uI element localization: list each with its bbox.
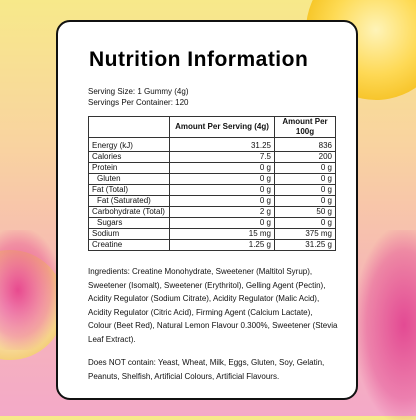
row-per-serving: 0 g (170, 196, 275, 207)
row-label: Carbohydrate (Total) (89, 207, 170, 218)
table-header-row (89, 117, 336, 138)
row-per-serving: 15 mg (170, 229, 275, 240)
row-per-100g: 0 g (275, 174, 336, 185)
row-per-100g: 0 g (275, 185, 336, 196)
row-per-100g: 31.25 g (275, 240, 336, 251)
row-label: Fat (Total) (89, 185, 170, 196)
table-row (89, 174, 336, 185)
row-label: Calories (89, 152, 170, 163)
row-per-100g: 0 g (275, 196, 336, 207)
table-header-label (89, 117, 170, 138)
row-label: Sodium (89, 229, 170, 240)
row-label: Gluten (89, 174, 170, 185)
nutrition-table (88, 116, 336, 251)
row-label: Sugars (89, 218, 170, 229)
row-per-100g: 0 g (275, 163, 336, 174)
table-row (89, 138, 336, 152)
does-not-contain-text: Does NOT contain: Yeast, Wheat, Milk, Eggs, Gluten, Soy, Gelatin, Peanuts, Shelfish, Artificial Colours, Artificial Flavours. (88, 358, 325, 381)
servings-per-container: Servings Per Container: 120 (88, 98, 189, 107)
table-row (89, 196, 336, 207)
row-per-serving: 7.5 (170, 152, 275, 163)
table-row (89, 218, 336, 229)
row-label: Protein (89, 163, 170, 174)
row-per-serving: 31.25 (170, 138, 275, 152)
table-row (89, 185, 336, 196)
panel-title: Nutrition Information (89, 48, 309, 71)
juice-splash-right (356, 230, 416, 420)
row-per-serving: 0 g (170, 218, 275, 229)
row-per-100g: 836 (275, 138, 336, 152)
row-per-serving: 1.25 g (170, 240, 275, 251)
row-per-serving: 0 g (170, 163, 275, 174)
table-row (89, 163, 336, 174)
table-row (89, 229, 336, 240)
ingredients-text: Ingredients: Creatine Monohydrate, Sweetener (Maltitol Syrup), Sweetener (Isomalt), Sweetener (Erythritol), Gelling Agent (Pectin), Acidity Regulator (Sodium Citrate), Acidity Regulator (Malic Acid), Acidity Regulator (Citric Acid), Firming Agent (Calcium Lactate), Colour (Beet Red), Natural Lemon Flavour 0.300%, Sweetener (Stevia Leaf Extract). (88, 267, 338, 344)
table-row (89, 240, 336, 251)
row-label: Fat (Saturated) (89, 196, 170, 207)
row-per-100g: 375 mg (275, 229, 336, 240)
row-per-serving: 0 g (170, 174, 275, 185)
table-header-per-100g: Amount Per 100g (275, 117, 336, 138)
serving-size: Serving Size: 1 Gummy (4g) (88, 87, 189, 96)
table-row (89, 207, 336, 218)
row-per-serving: 0 g (170, 185, 275, 196)
row-per-100g: 0 g (275, 218, 336, 229)
nutrition-panel (56, 20, 358, 400)
row-label: Energy (kJ) (89, 138, 170, 152)
table-header-per-serving: Amount Per Serving (4g) (170, 117, 275, 138)
row-per-100g: 200 (275, 152, 336, 163)
row-per-serving: 2 g (170, 207, 275, 218)
juice-splash-left (0, 230, 60, 350)
row-label: Creatine (89, 240, 170, 251)
row-per-100g: 50 g (275, 207, 336, 218)
table-row (89, 152, 336, 163)
